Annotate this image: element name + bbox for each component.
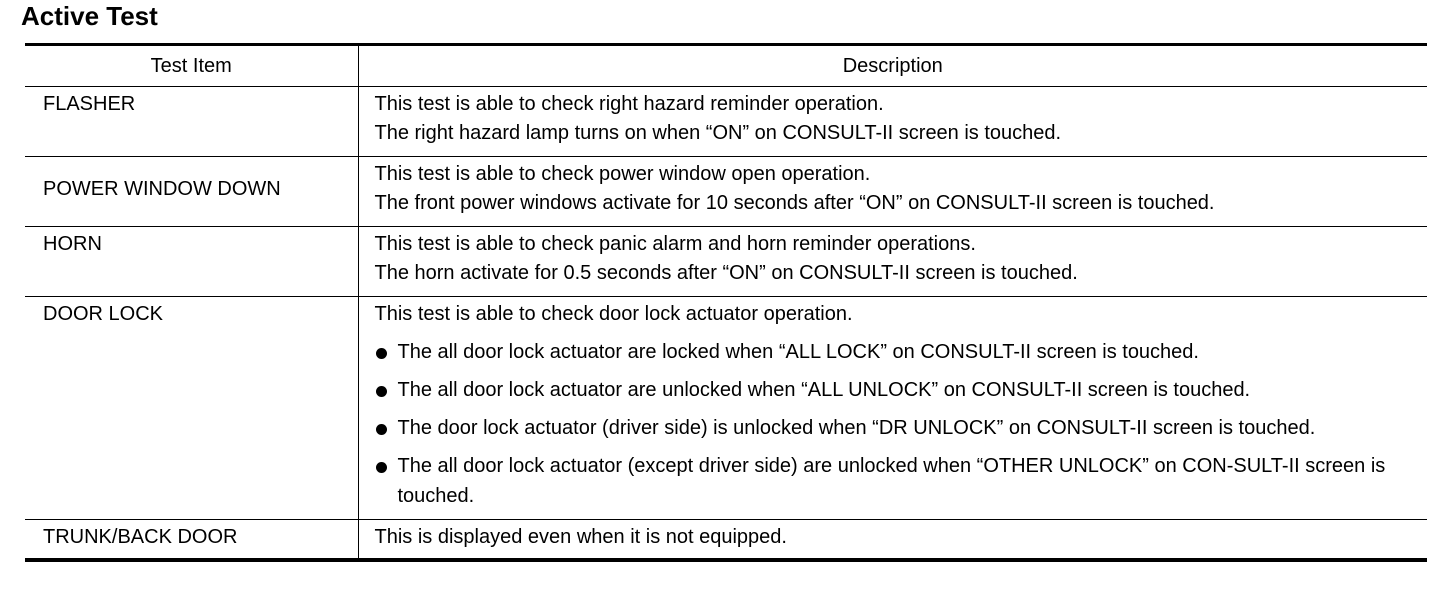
header-description: Description — [358, 45, 1427, 87]
header-test-item: Test Item — [25, 45, 358, 87]
table-row — [25, 157, 1427, 227]
test-item-label: POWER WINDOW DOWN — [43, 178, 281, 200]
page-title: Active Test — [21, 1, 158, 31]
description-cell — [358, 520, 1427, 561]
description-line: This test is able to check door lock actuator operation. — [374, 303, 853, 325]
description-line: This test is able to check panic alarm and horn reminder operations. — [374, 233, 976, 255]
test-item-cell: TRUNK/BACK DOOR — [43, 526, 238, 548]
table-row — [25, 227, 1427, 297]
bullet-item: The door lock actuator (driver side) is unlocked when “DR UNLOCK” on CONSULT-II screen is touched. — [375, 413, 1418, 443]
bullet-list — [375, 337, 1418, 511]
table-header-row — [25, 45, 1427, 87]
test-item-cell: HORN — [25, 227, 358, 297]
description-line: This is displayed even when it is not equipped. — [374, 526, 787, 548]
description-cell — [358, 297, 1427, 520]
description-line: This test is able to check right hazard reminder operation. — [374, 93, 884, 115]
description-line: The horn activate for 0.5 seconds after “ON” on CONSULT-II screen is touched. — [374, 262, 1078, 284]
test-item-cell — [25, 157, 358, 227]
test-item-cell: DOOR LOCK — [25, 297, 358, 520]
description-line: The front power windows activate for 10 seconds after “ON” on CONSULT-II screen is touched. — [374, 192, 1215, 214]
bullet-item: The all door lock actuator (except driver side) are unlocked when “OTHER UNLOCK” on CON-SULT-II screen is touched. — [375, 451, 1418, 511]
test-item-cell: FLASHER — [25, 87, 358, 157]
table-row — [25, 520, 1427, 561]
table-row — [25, 297, 1427, 520]
description-line: This test is able to check power window open operation. — [374, 163, 871, 185]
description-cell — [358, 227, 1427, 297]
description-cell — [358, 157, 1427, 227]
active-test-table — [25, 43, 1427, 562]
bullet-item: The all door lock actuator are locked when “ALL LOCK” on CONSULT-II screen is touched. — [375, 337, 1418, 367]
description-line: The right hazard lamp turns on when “ON” on CONSULT-II screen is touched. — [374, 122, 1062, 144]
table-row — [25, 87, 1427, 157]
description-cell — [358, 87, 1427, 157]
bullet-item: The all door lock actuator are unlocked when “ALL UNLOCK” on CONSULT-II screen is touched. — [375, 375, 1418, 405]
